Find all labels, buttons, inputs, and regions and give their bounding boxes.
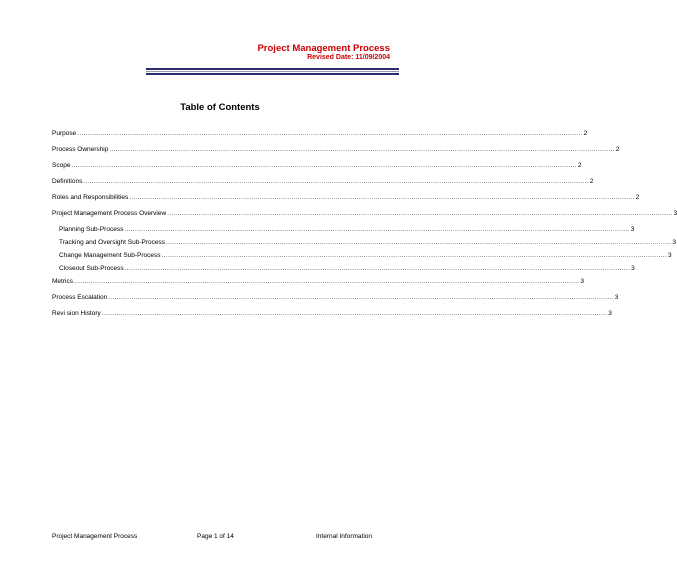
- toc-entry[interactable]: Process Escalation ..... 3: [52, 293, 618, 303]
- toc-entry[interactable]: Definitions ..... 2: [52, 177, 593, 187]
- toc-leader: [125, 264, 630, 274]
- toc-subentry[interactable]: Planning Sub-Process ..... 3: [59, 225, 634, 235]
- toc-entry[interactable]: Roles and Responsibilities ..... 2: [52, 193, 639, 203]
- footer-page-number: Page 1 of 14: [197, 533, 234, 540]
- toc-entry[interactable]: Metrics ..... 3: [52, 277, 584, 287]
- toc-entry[interactable]: Revi sion History ..... 3: [52, 309, 612, 319]
- toc-leader: [129, 193, 634, 203]
- toc-leader: [166, 238, 671, 248]
- revised-date: Revised Date: 11/09/2004: [307, 54, 390, 61]
- toc-subentry[interactable]: Closeout Sub-Process ..... 3: [59, 264, 635, 274]
- footer-left: Project Management Process: [52, 533, 138, 540]
- toc-entry[interactable]: Purpose ..... 2: [52, 129, 587, 139]
- header-rule-thin: [146, 71, 399, 72]
- toc-title: Table of Contents: [180, 102, 260, 113]
- footer-right: Internal Information: [316, 533, 373, 540]
- page-footer: [0, 532, 440, 542]
- toc-leader: [108, 293, 613, 303]
- toc-entry[interactable]: Project Management Process Overview ..... 3: [52, 209, 677, 219]
- toc-leader: [124, 225, 629, 235]
- toc-leader: [109, 145, 614, 155]
- toc-subentry[interactable]: Tracking and Oversight Sub-Process ..... 3: [59, 238, 676, 248]
- toc-leader: [102, 309, 607, 319]
- toc-leader: [77, 129, 582, 139]
- toc-leader: [71, 161, 576, 171]
- toc-entry[interactable]: Scope ..... 2: [52, 161, 581, 171]
- toc-leader: [162, 251, 667, 261]
- toc-leader: [83, 177, 588, 187]
- header-title: Project Management Process: [257, 43, 390, 54]
- header-rule: [146, 68, 399, 70]
- header-rule-lower: [146, 73, 399, 75]
- toc-entry[interactable]: Process Ownership ..... 2: [52, 145, 619, 155]
- toc-leader: [74, 277, 579, 287]
- toc-leader: [167, 209, 672, 219]
- toc-subentry[interactable]: Change Management Sub-Process ..... 3: [59, 251, 672, 261]
